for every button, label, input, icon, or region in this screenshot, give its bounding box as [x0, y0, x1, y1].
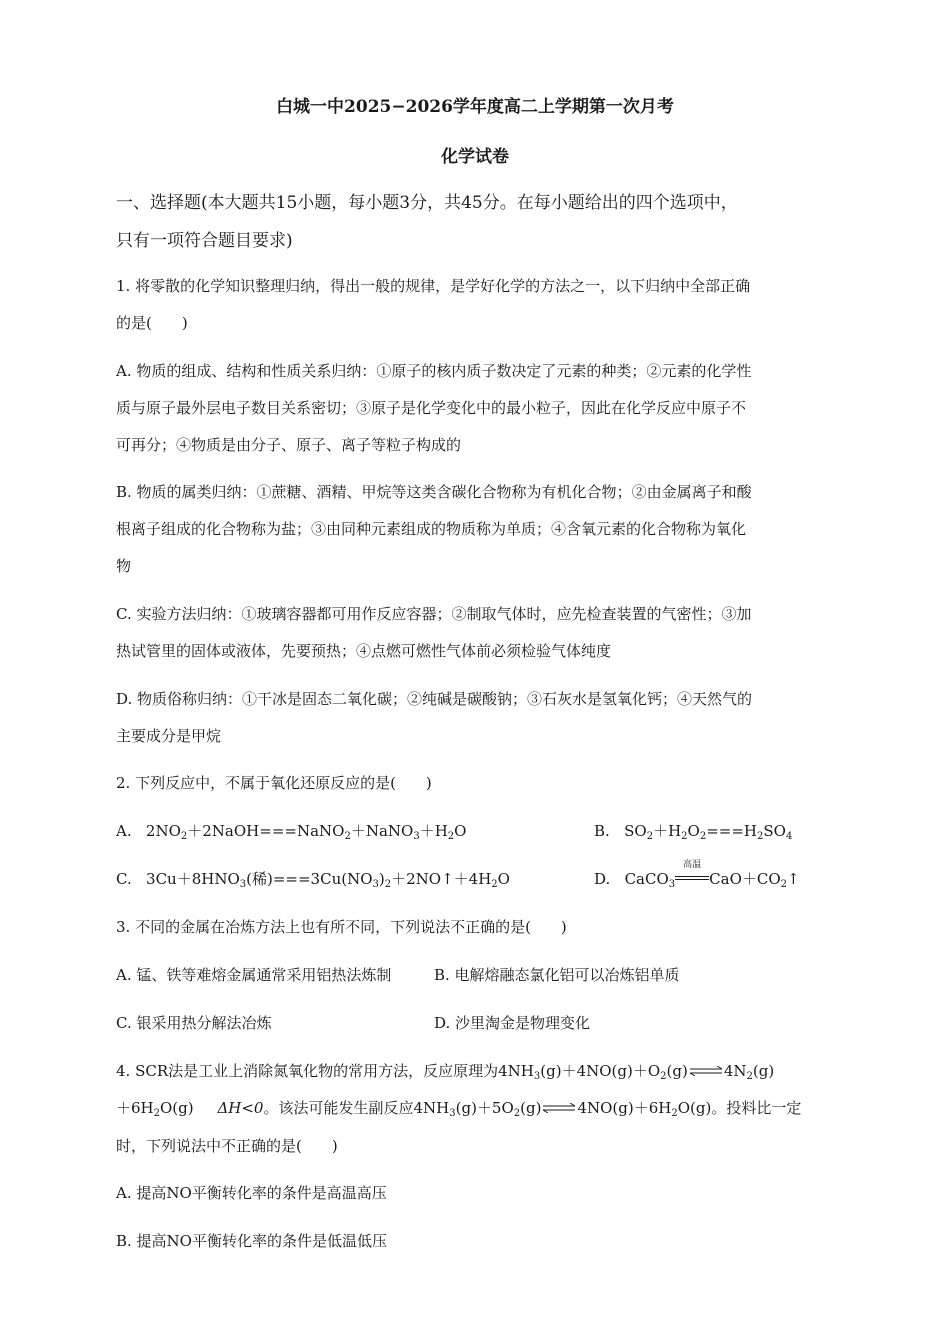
q2-option-d-equation: CaCO$_3$ 高温 $CaO+CO_2↑$: [624, 860, 800, 890]
q4-main-reaction-left: $4NH_3(g)+4NO(g)+O_2(g)$: [498, 1062, 688, 1082]
q1-stem-line1: 1. 将零散的化学知识整理归纳，得出一般的规律，是学好化学的方法之一，以下归纳中全部正确: [116, 277, 751, 295]
q2-option-a-label: A.: [116, 822, 132, 840]
q4-enthalpy: ΔH<0: [217, 1099, 264, 1117]
q4-stem-line3: 时，下列说法中不正确的是( ): [116, 1137, 338, 1155]
exam-subtitle: 化学试卷: [441, 147, 509, 167]
q4-option-a: A. 提高NO平衡转化率的条件是高温高压: [116, 1184, 387, 1202]
section-heading-line2: 只有一项符合题目要求): [116, 231, 293, 251]
q2-option-c-label: C.: [116, 870, 132, 888]
q4-stem-intro: 4. SCR法是工业上消除氮氧化物的常用方法，反应原理为: [116, 1062, 499, 1080]
q2-option-b: [594, 820, 792, 841]
q1-option-c-line2: 热试管里的固体或液体，先要预热；④点燃可燃性气体前必须检验气体纯度: [116, 642, 612, 660]
q4-main-reaction-tail: $+6H_2O(g)$: [116, 1099, 194, 1119]
q1-option-b-line1: B. 物质的属类归纳：①蔗糖、酒精、甲烷等这类含碳化合物称为有机化合物；②由金属离子和酸: [116, 483, 752, 501]
q1-option-b-line2: 根离子组成的化合物称为盐；③由同种元素组成的物质称为单质；④含氧元素的化合物称为氧化: [116, 520, 747, 538]
q4-option-b: B. 提高NO平衡转化率的条件是低温低压: [116, 1232, 387, 1250]
q1-option-b-line3: 物: [116, 557, 132, 575]
high-temp-equals-sign: [675, 860, 709, 888]
q2-option-d-label: D.: [594, 870, 611, 888]
reversible-arrow-icon: [688, 1066, 724, 1076]
q4-stem-end: 。投料比一定: [711, 1099, 802, 1117]
q4-side-reaction-right: $4NO(g)+6H_2O(g)$: [577, 1099, 712, 1119]
q1-option-d-line1: D. 物质俗称归纳：①干冰是固态二氧化碳；②纯碱是碳酸钠；③石灰水是氢氧化钙；④天然气的: [116, 690, 753, 708]
q2-option-a: [116, 820, 466, 841]
q4-side-reaction-left: $4NH_3(g)+5O_2(g)$: [413, 1099, 542, 1119]
reversible-arrow-icon: [541, 1103, 577, 1113]
section-heading-line1: 一、选择题(本大题共15小题，每小题3分，共45分。在每小题给出的四个选项中，: [116, 193, 738, 213]
q2-option-c-equation: $3Cu+8HNO_3$(稀)$===3Cu(NO_3)_2+2NO↑+4H_2O$: [146, 870, 510, 890]
reaction-condition: 高温: [683, 860, 702, 870]
q4-stem-line2: [116, 1097, 836, 1118]
q1-option-a-line2: 质与原子最外层电子数目关系密切；③原子是化学变化中的最小粒子，因此在化学反应中原子不: [116, 399, 747, 417]
q1-option-c-line1: C. 实验方法归纳：①玻璃容器都可用作反应容器；②制取气体时，应先检查装置的气密性；③加: [116, 605, 752, 623]
q1-stem-line2: 的是( ): [116, 314, 188, 332]
q2-option-b-equation: $SO_2+H_2O_2===H_2SO_4$: [624, 822, 793, 842]
exam-title: 白城一中2025−2026学年度高二上学期第一次月考: [276, 97, 674, 117]
q3-option-b: B. 电解熔融态氯化铝可以冶炼铝单质: [434, 966, 680, 984]
q3-option-a: A. 锰、铁等难熔金属通常采用铝热法炼制: [116, 966, 392, 984]
q3-stem: 3. 不同的金属在冶炼方法上也有所不同，下列说法不正确的是( ): [116, 918, 567, 936]
q4-stem-line1: [116, 1060, 836, 1081]
q2-option-d: [594, 860, 800, 890]
q3-option-c: C. 银采用热分解法冶炼: [116, 1014, 272, 1032]
q1-option-a-line1: A. 物质的组成、结构和性质关系归纳：①原子的核内质子数决定了元素的种类；②元素的化学性: [116, 362, 752, 380]
q2-option-a-equation: $2NO_2+2NaOH===NaNO_2+NaNO_3+H_2O$: [145, 822, 467, 842]
q4-stem-mid: 。该法可能发生副反应: [263, 1099, 414, 1117]
q1-option-d-line2: 主要成分是甲烷: [116, 727, 222, 745]
q4-main-reaction-right: $4N_2(g)$: [723, 1062, 775, 1082]
q1-option-a-line3: 可再分；④物质是由分子、原子、离子等粒子构成的: [116, 436, 462, 454]
q3-option-d: D. 沙里淘金是物理变化: [434, 1014, 591, 1032]
q2-option-c: [116, 868, 510, 889]
q2-stem: 2. 下列反应中，不属于氧化还原反应的是( ): [116, 774, 432, 792]
q2-option-b-label: B.: [594, 822, 610, 840]
